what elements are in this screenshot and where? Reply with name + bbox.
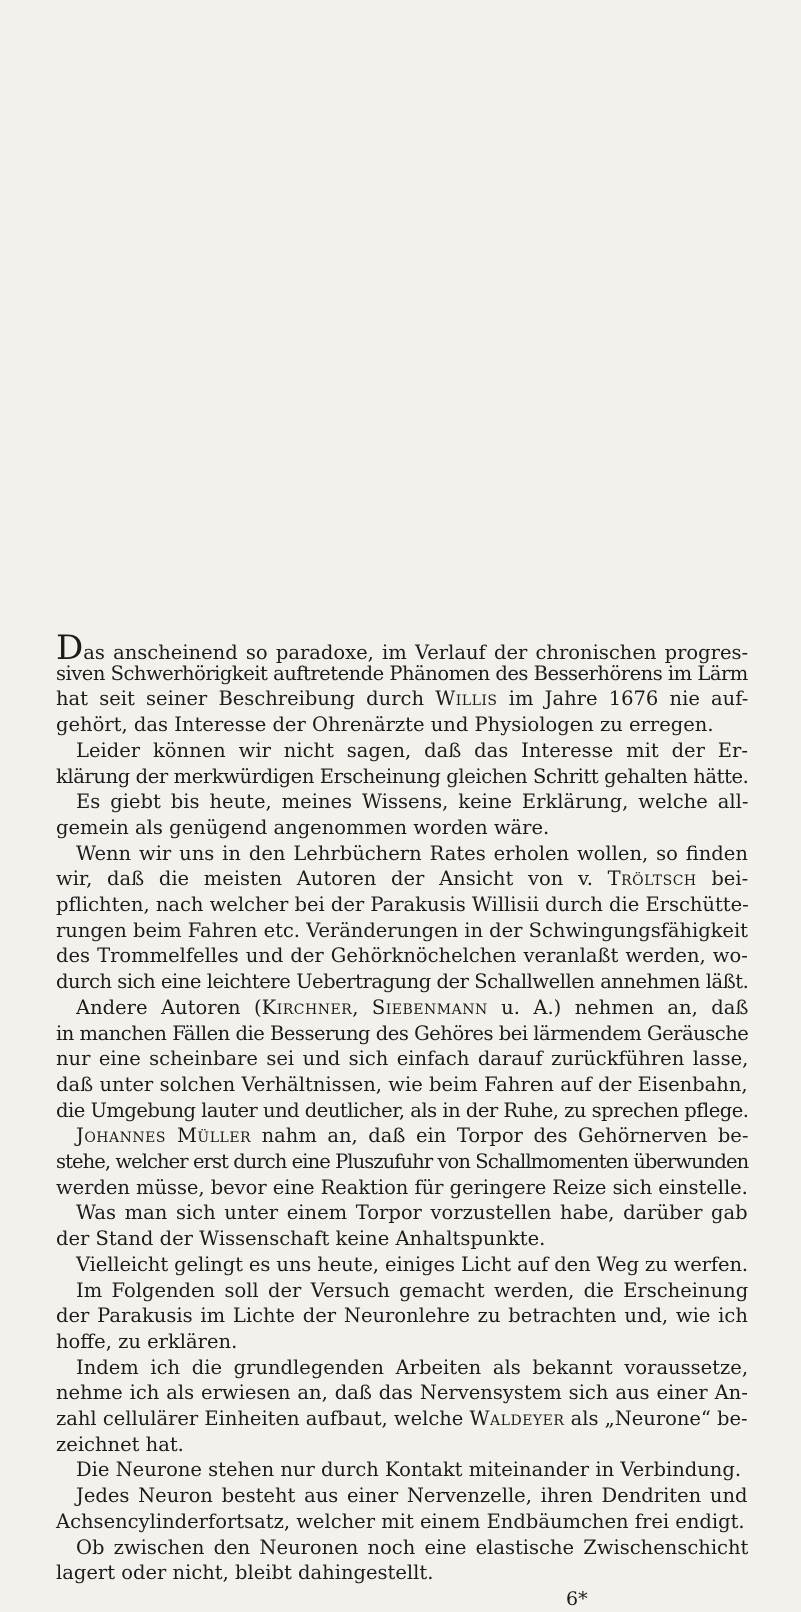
text-line — [56, 1329, 237, 1355]
author-name: Kirchner — [261, 995, 353, 1019]
text-line — [76, 1252, 748, 1278]
text-segment: Es giebt bis heute, meines Wissens, keine Erklärung, welche all- — [76, 790, 749, 814]
text-segment: zeichnet hat. — [56, 1432, 184, 1456]
text-line — [76, 1200, 748, 1226]
text-line — [56, 1175, 748, 1201]
text-segment: daß unter solchen Verhältnissen, wie beim Fahren auf der Eisenbahn, — [56, 1072, 748, 1096]
text-segment: lagert oder nicht, bleibt dahingestellt. — [56, 1561, 434, 1585]
text-line — [56, 1303, 748, 1329]
text-segment: Vielleicht gelingt es uns heute, einiges Licht auf den Weg zu werfen. — [76, 1252, 749, 1276]
text-line — [76, 841, 748, 867]
text-segment: Im Folgenden soll der Versuch gemacht werden, die Erscheinung — [76, 1278, 749, 1302]
text-segment: siven Schwerhörigkeit auftretende Phänomen des Besserhörens im Lärm — [56, 661, 748, 685]
text-segment: der Stand der Wissenschaft keine Anhaltspunkte. — [56, 1227, 546, 1251]
text-line — [56, 969, 748, 995]
text-line — [56, 1406, 748, 1432]
author-name: Johannes Müller — [76, 1124, 252, 1148]
text-line — [76, 738, 748, 764]
text-segment: gehört, das Interesse der Ohrenärzte und Physiologen zu erregen. — [56, 713, 714, 737]
text-line — [56, 815, 549, 841]
text-segment: , — [352, 995, 372, 1019]
text-line — [56, 628, 749, 668]
text-segment: nehme ich als erwiesen an, daß das Nervensystem sich aus einer An- — [56, 1381, 748, 1405]
text-line — [56, 1149, 748, 1175]
text-segment: anscheinend so paradoxe, im Verlauf der chronischen progres- — [104, 641, 749, 664]
text-segment: zahl cellulärer Einheiten aufbaut, welche — [56, 1407, 470, 1430]
text-line — [56, 1509, 745, 1535]
text-segment: Andere Autoren ( — [76, 995, 262, 1019]
text-segment: gemein als genügend angenommen worden wäre. — [56, 815, 550, 839]
text-line — [56, 943, 748, 969]
text-segment: wir, daß die meisten Autoren der Ansicht von v. — [56, 867, 608, 891]
text-segment: Wenn wir uns in den Lehrbüchern Rates erholen wollen, so finden — [76, 841, 748, 865]
text-segment: werden müsse, bevor eine Reaktion für geringere Reize sich einstelle. — [56, 1175, 748, 1199]
text-segment: stehe, welcher erst durch eine Pluszufuhr von Schallmomenten überwunden — [56, 1150, 749, 1173]
text-segment: in manchen Fällen die Besserung des Gehöres bei lärmendem Geräusche — [56, 1021, 749, 1045]
author-name: Tröltsch — [607, 867, 697, 891]
text-segment: im Jahre 1676 nie auf- — [497, 687, 749, 711]
text-segment: hoffe, zu erklären. — [56, 1329, 238, 1353]
text-line — [56, 1432, 184, 1458]
text-segment: durch sich eine leichtere Uebertragung der Schallwellen annehmen läßt. — [56, 970, 749, 994]
text-segment: hat seit seiner Beschreibung durch — [56, 687, 436, 711]
text-segment: Was man sich unter einem Torpor vorzustellen habe, darüber gab — [76, 1201, 748, 1225]
text-segment: als „Neurone“ be- — [564, 1407, 748, 1430]
text-line — [56, 1072, 748, 1098]
text-line — [56, 1046, 748, 1072]
text-segment: Das — [56, 628, 105, 668]
text-line — [56, 866, 748, 892]
text-line — [56, 686, 748, 712]
author-name: Waldeyer — [469, 1407, 565, 1430]
text-line — [56, 1098, 749, 1124]
page-signature: 6* — [566, 1587, 588, 1610]
text-line — [76, 1483, 748, 1509]
text-segment: des Trommelfelles und der Gehörknöchelchen veranlaßt werden, wo- — [56, 944, 748, 968]
text-segment: die Umgebung lauter und deutlicher, als in der Ruhe, zu sprechen pflege. — [56, 1098, 749, 1122]
text-segment: bei- — [696, 867, 749, 891]
text-line — [76, 1355, 748, 1381]
text-segment: nahm an, daß ein Torpor des Gehörnerven be- — [251, 1124, 749, 1148]
text-line — [56, 1380, 748, 1406]
text-line — [56, 1226, 545, 1252]
text-line — [56, 764, 748, 790]
text-segment: pflichten, nach welcher bei der Parakusis Willisii durch die Erschütte- — [56, 893, 749, 916]
text-segment: Leider können wir nicht sagen, daß das Interesse mit der Er- — [76, 738, 748, 762]
text-segment: der Parakusis im Lichte der Neuronlehre zu betrachten und, wie ich — [56, 1304, 748, 1328]
author-name: Siebenmann — [371, 995, 488, 1019]
text-line — [76, 1457, 741, 1483]
text-segment: Jedes Neuron besteht aus einer Nervenzelle, ihren Dendriten und — [76, 1484, 748, 1508]
text-line — [76, 1123, 748, 1149]
author-name: Willis — [435, 687, 498, 711]
text-segment: Ob zwischen den Neuronen noch eine elastische Zwischenschicht — [76, 1535, 749, 1559]
text-line — [56, 712, 714, 738]
text-line — [56, 892, 749, 918]
text-segment: Achsencylinderfortsatz, welcher mit einem Endbäumchen frei endigt. — [56, 1509, 745, 1533]
text-line — [76, 995, 748, 1021]
text-segment: rungen beim Fahren etc. Veränderungen in der Schwingungsfähigkeit — [56, 918, 748, 942]
text-line — [56, 1021, 748, 1047]
text-line — [56, 918, 748, 944]
text-line — [56, 1560, 433, 1586]
text-segment: u. A.) nehmen an, daß — [487, 995, 749, 1019]
initial-letter: D — [56, 628, 84, 668]
text-line — [76, 1278, 748, 1304]
text-line — [76, 789, 748, 815]
text-line — [56, 661, 748, 687]
text-segment: Indem ich die grundlegenden Arbeiten als bekannt voraussetze, — [76, 1355, 749, 1379]
text-segment: klärung der merkwürdigen Erscheinung gleichen Schritt gehalten hätte. — [56, 764, 749, 788]
text-segment: nur eine scheinbare sei und sich einfach darauf zurückführen lasse, — [56, 1047, 749, 1071]
text-segment: Die Neurone stehen nur durch Kontakt miteinander in Verbindung. — [76, 1458, 742, 1482]
text-line — [76, 1535, 748, 1561]
